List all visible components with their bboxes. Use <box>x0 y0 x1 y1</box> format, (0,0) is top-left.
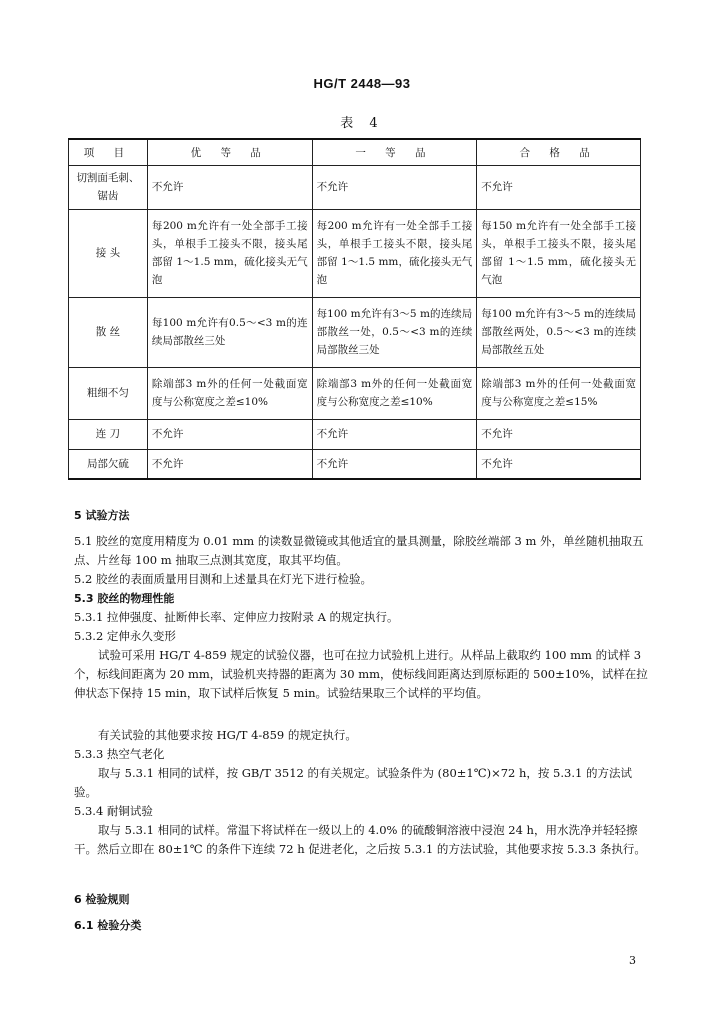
cell-first: 不允许 <box>312 165 477 209</box>
cell-premium: 不允许 <box>147 449 312 479</box>
row-item: 切割面毛刺、锯齿 <box>69 165 148 209</box>
col-qualified: 合 格 品 <box>477 139 641 165</box>
clause-5-2: 5.2 胶丝的表面质量用目测和上述量具在灯光下进行检验。 <box>74 572 372 586</box>
page-number: 3 <box>629 954 636 967</box>
heading-section-5: 5 试验方法 <box>74 509 130 522</box>
cell-first: 每100 m允许有3～5 m的连续局部散丝一处，0.5～<3 m的连续局部散丝三处 <box>312 297 477 367</box>
cell-first: 每200 m允许有一处全部手工接头，单根手工接头不限，接头尾部留 1～1.5 mm，硫化接头无气泡 <box>312 209 477 297</box>
clause-5-3-2: 5.3.2 定伸永久变形 <box>74 629 176 643</box>
table-header-row <box>69 139 641 165</box>
clause-5-3-4: 5.3.4 耐铜试验 <box>74 804 153 818</box>
cell-qualified: 不允许 <box>477 449 641 479</box>
table-row <box>69 449 641 479</box>
col-premium: 优 等 品 <box>147 139 312 165</box>
cell-qualified: 除端部3 m外的任何一处截面宽度与公称宽度之差≤15% <box>477 367 641 419</box>
paragraph-5-3-2: 试验可采用 HG/T 4-859 规定的试验仪器，也可在拉力试验机上进行。从样品上截取约 100 mm 的试样 3 个，标线间距离为 20 mm，试验机夹持器的距离为 30 mm，使标线间距离达到原标距的 500±10%，试样在拉伸状态下保持 15 min，取下试样后恢复 5 min。试验结果取三个试样的平均值。 <box>74 648 648 700</box>
heading-section-6: 6 检验规则 <box>74 893 130 906</box>
row-item: 散 丝 <box>69 297 148 367</box>
quality-table <box>68 138 641 480</box>
cell-premium: 除端部3 m外的任何一处截面宽度与公称宽度之差≤10% <box>147 367 312 419</box>
table-row <box>69 209 641 297</box>
clause-5-3-3: 5.3.3 热空气老化 <box>74 747 165 761</box>
cell-qualified: 不允许 <box>477 165 641 209</box>
clause-6-1: 6.1 检验分类 <box>74 919 142 932</box>
cell-first: 除端部3 m外的任何一处截面宽度与公称宽度之差≤10% <box>312 367 477 419</box>
col-first: 一 等 品 <box>312 139 477 165</box>
table-row <box>69 419 641 449</box>
cell-first: 不允许 <box>312 449 477 479</box>
paragraph-5-3-3: 取与 5.3.1 相同的试样，按 GB/T 3512 的有关规定。试验条件为 (80±1℃)×72 h，按 5.3.1 的方法试验。 <box>74 766 632 799</box>
cell-premium: 每100 m允许有0.5～<3 m的连续局部散丝三处 <box>147 297 312 367</box>
cell-qualified: 每150 m允许有一处全部手工接头，单根手工接头不限，接头尾部留 1～1.5 mm，硫化接头无气泡 <box>477 209 641 297</box>
table-row <box>69 297 641 367</box>
clause-5-3: 5.3 胶丝的物理性能 <box>74 592 175 605</box>
clause-5-1: 5.1 胶丝的宽度用精度为 0.01 mm 的读数显微镜或其他适宜的量具测量，除胶丝端部 3 m 外，单丝随机抽取五点、片丝每 100 m 抽取三点测其宽度，取其平均值。 <box>74 534 644 567</box>
row-item: 接 头 <box>69 209 148 297</box>
paragraph-5-3-2-extra: 有关试验的其他要求按 HG/T 4-859 的规定执行。 <box>98 728 357 742</box>
paragraph-5-3-4: 取与 5.3.1 相同的试样。常温下将试样在一级以上的 4.0% 的硫酸铜溶液中浸泡 24 h，用水洗净并轻轻擦干。然后立即在 80±1℃ 的条件下连续 72 h 促进老化，之后按 5.3.1 的方法试验，其他要求按 5.3.3 条执行。 <box>74 823 646 856</box>
table-row <box>69 165 641 209</box>
cell-premium: 不允许 <box>147 419 312 449</box>
row-item: 局部欠硫 <box>69 449 148 479</box>
cell-qualified: 不允许 <box>477 419 641 449</box>
col-item: 项 目 <box>69 139 148 165</box>
cell-first: 不允许 <box>312 419 477 449</box>
document-header: HG/T 2448—93 <box>313 76 411 91</box>
cell-premium: 每200 m允许有一处全部手工接头，单根手工接头不限，接头尾部留 1～1.5 mm，硫化接头无气泡 <box>147 209 312 297</box>
cell-qualified: 每100 m允许有3～5 m的连续局部散丝两处，0.5～<3 m的连续局部散丝五处 <box>477 297 641 367</box>
cell-premium: 不允许 <box>147 165 312 209</box>
row-item: 粗细不匀 <box>69 367 148 419</box>
table-title: 表 4 <box>340 116 384 131</box>
table-row <box>69 367 641 419</box>
clause-5-3-1: 5.3.1 拉伸强度、扯断伸长率、定伸应力按附录 A 的规定执行。 <box>74 610 399 624</box>
row-item: 连 刀 <box>69 419 148 449</box>
